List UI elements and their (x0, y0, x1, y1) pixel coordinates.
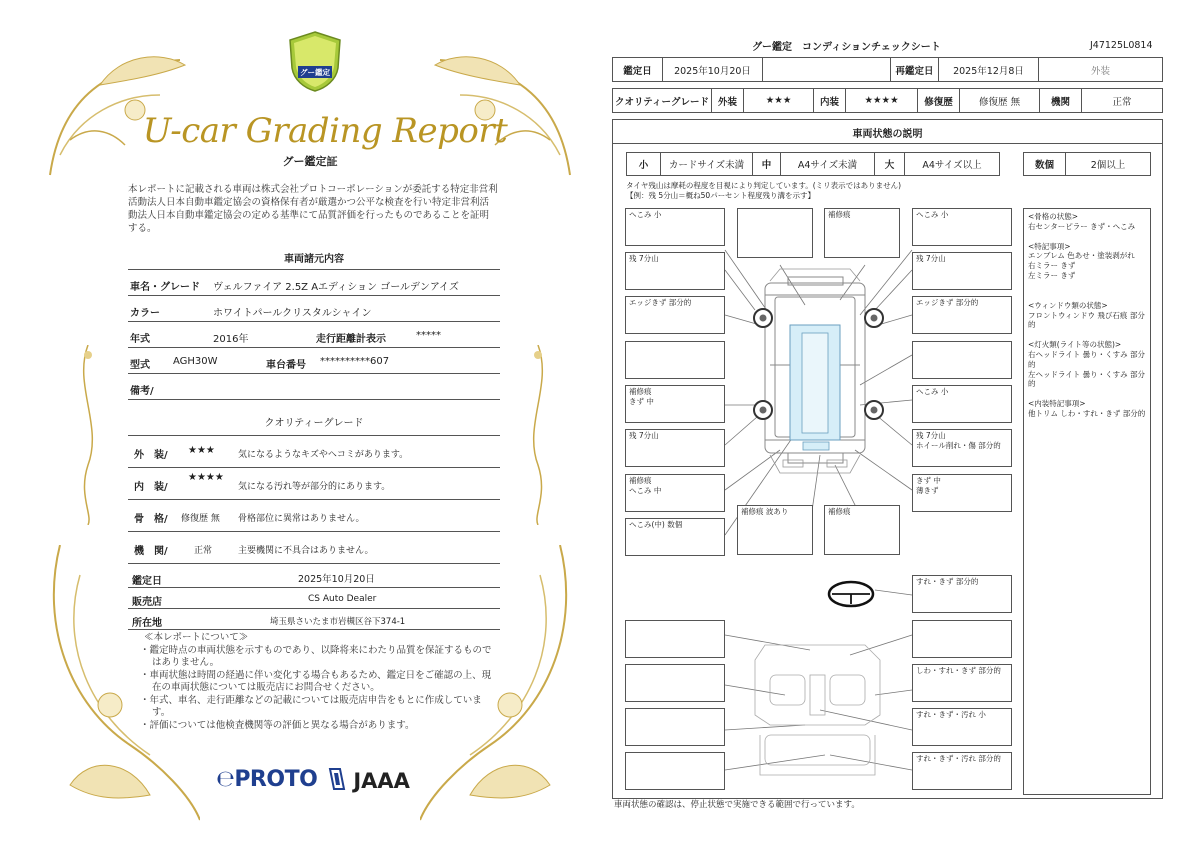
callout-box (625, 708, 725, 746)
quality-row-interior (128, 468, 500, 500)
appraisal-date-value: 2025年10月20日 (298, 574, 375, 585)
quality-title: クオリティーグレード (264, 418, 364, 429)
callout-box (737, 208, 813, 258)
count-legend-table (1023, 152, 1151, 176)
sheet-date-value: 2025年10月20日 (663, 58, 763, 82)
cert-statement: 本レポートに記載される車両は株式会社プロトコーポレーションが委託する特定非営利活動法人日本自動車鑑定協会の資格保有者が厳選かつ公平な検査を行い特定非営利活動法人日本自動車鑑定協会の定める基準にて品質評価を行ったものであることを証明する。 (128, 184, 498, 234)
ornament-left-side (68, 345, 108, 525)
size-mid-desc: A4サイズ未満 (781, 153, 875, 176)
callout-box (625, 341, 725, 379)
appraisal-dealer-value: CS Auto Dealer (308, 594, 377, 604)
callout-box: エッジきず 部分的 (912, 296, 1012, 334)
callout-line: 薄きず (916, 486, 939, 495)
sheet-ext-label: 外装 (712, 89, 744, 113)
sheet-redate-label: 再鑑定日 (891, 58, 939, 82)
sheet-empty-cell (763, 58, 891, 82)
ornament-right-side (518, 345, 558, 525)
side-note-line: 他トリム しわ・すれ・きず 部分的 (1028, 408, 1146, 418)
report-notes (140, 632, 500, 732)
notes-heading: ≪本レポートについて≫ (144, 632, 249, 643)
spec-model-value: AGH30W (173, 356, 218, 367)
goo-kantei-logo (288, 30, 342, 92)
callout-box: へこみ 小 (625, 208, 725, 246)
proto-logo (216, 767, 317, 795)
sheet-quality-label: クオリティーグレード (613, 89, 712, 113)
sheet-type-value: 外装 (1039, 58, 1163, 82)
quality-frame-text: 骨格部位に異常はありません。 (238, 514, 365, 524)
appraisal-dealer-label: 販売店 (132, 597, 162, 608)
side-note-line: <灯火類(ライト等の状態)> (1028, 340, 1122, 350)
tire-note-line2: 【例：残 5分山＝概ね50パーセント程度残り溝を示す】 (626, 190, 816, 200)
quality-interior-label: 内 装/ (134, 482, 168, 493)
size-count-desc: 2個以上 (1066, 153, 1151, 176)
sheet-repair-label: 修復歴 (918, 89, 960, 113)
quality-interior-stars: ★★★★ (188, 472, 224, 483)
sheet-repair-value: 修復歴 無 (960, 89, 1040, 113)
quality-row-exterior (128, 436, 500, 468)
appraisal-address-label: 所在地 (132, 618, 162, 629)
spec-chassis-value: **********607 (320, 356, 390, 367)
callout-box: 残 7分山 (625, 429, 725, 467)
callout-line: 補修痕 (629, 476, 652, 485)
goo-logo-text: グー鑑定 (300, 68, 330, 77)
callout-line: きず 中 (916, 476, 941, 485)
side-note-gap (1028, 389, 1146, 399)
side-note-gap (1028, 291, 1146, 301)
size-small-desc: カードサイズ未満 (661, 153, 753, 176)
callout-line: ホイール削れ・傷 部分的 (916, 441, 1001, 450)
note-item: ・評価については他検査機関等の評価と異なる場合があります。 (140, 719, 415, 731)
callout-box (912, 620, 1012, 658)
callout-box: しわ・すれ・きず 部分的 (912, 664, 1012, 702)
appraisal-row-address (128, 609, 500, 630)
quality-engine-value: 正常 (194, 546, 213, 556)
side-note-line: エンブレム 色あせ・塗装剥がれ (1028, 251, 1135, 261)
spec-row-name (128, 270, 500, 296)
grading-certificate (40, 25, 580, 825)
jaaa-mark-icon (328, 767, 346, 791)
spec-mileage-value: ***** (416, 330, 441, 341)
size-mid: 中 (753, 153, 781, 176)
quality-engine-label: 機 関/ (134, 546, 168, 557)
size-large: 大 (875, 153, 905, 176)
callout-line: へこみ 中 (629, 486, 662, 495)
quality-exterior-label: 外 装/ (134, 450, 168, 461)
callout-box (625, 474, 725, 512)
callout-box (625, 620, 725, 658)
tire-note (626, 181, 901, 200)
side-note-line: <特記事項> (1028, 241, 1071, 251)
side-note-gap (1028, 281, 1146, 291)
quality-exterior-stars: ★★★ (188, 445, 215, 456)
callout-line: 補修痕 (629, 387, 652, 396)
side-note-line: <内装特記事項> (1028, 399, 1086, 409)
sheet-footer-note: 車両状態の確認は、停止状態で実施できる範囲で行っています。 (614, 800, 860, 810)
spec-remarks-label: 備考/ (130, 386, 154, 397)
specs-title: 車両諸元内容 (284, 254, 344, 265)
spec-chassis-label: 車台番号 (266, 360, 306, 371)
side-note-line: 左ヘッドライト 曇り・くすみ 部分的 (1028, 369, 1146, 389)
callout-box: 補修痕 波あり (737, 505, 813, 555)
steering-wheel-icon (829, 582, 873, 606)
quality-engine-text: 主要機関に不具合はありません。 (238, 546, 374, 556)
size-legend-table (626, 152, 1000, 176)
callout-box: すれ・きず 部分的 (912, 575, 1012, 613)
callout-box: 補修痕 (824, 208, 900, 258)
callout-box: へこみ 小 (912, 385, 1012, 423)
size-large-desc: A4サイズ以上 (905, 153, 1000, 176)
sheet-quality-table (612, 88, 1163, 113)
callout-box: へこみ 小 (912, 208, 1012, 246)
appraisal-row-dealer (128, 588, 500, 609)
side-note-line: 右ミラー きず (1028, 261, 1076, 271)
callout-box (625, 664, 725, 702)
spec-color-value: ホワイトパールクリスタルシャイン (213, 308, 372, 319)
callout-box: すれ・きず・汚れ 小 (912, 708, 1012, 746)
tire-note-line1: タイヤ残山は摩耗の程度を目視により判定しています。(ミリ表示ではありません) (626, 181, 902, 190)
side-note-line: フロントウィンドウ 飛び石痕 部分的 (1028, 310, 1145, 330)
callout-box: 残 7分山 (625, 252, 725, 290)
callout-box: 補修痕 (824, 505, 900, 555)
quality-exterior-text: 気になるようなキズやヘコミがあります。 (238, 450, 409, 460)
quality-row-frame (128, 500, 500, 532)
sheet-redate-value: 2025年12月8日 (939, 58, 1039, 82)
callout-box: へこみ(中) 数個 (625, 518, 725, 556)
sheet-date-label: 鑑定日 (613, 58, 663, 82)
sheet-ext-stars: ★★★ (744, 89, 814, 113)
callout-box: すれ・きず・汚れ 部分的 (912, 752, 1012, 790)
side-note-gap (1028, 330, 1146, 340)
condition-side-notes (1023, 208, 1151, 795)
spec-mileage-label: 走行距離計表示 (316, 334, 386, 345)
callout-box (912, 429, 1012, 467)
size-count: 数個 (1024, 153, 1066, 176)
spec-year-label: 年式 (130, 334, 150, 345)
callout-line: きず 中 (629, 397, 654, 406)
note-item: ・車両状態は時間の経過に伴い変化する場合もあるため、鑑定日をご確認の上、現在の車両状態については販売店にお問合せください。 (140, 669, 492, 693)
condition-description-title: 車両状態の説明 (612, 119, 1163, 144)
callout-box (625, 385, 725, 423)
quality-row-engine (128, 532, 500, 564)
spec-name-value: ヴェルファイア 2.5Z Aエディション ゴールデンアイズ (213, 282, 459, 293)
jaaa-logo (328, 767, 410, 795)
sheet-date-table (612, 57, 1163, 82)
cert-title: グー鑑定証 (282, 155, 338, 168)
proto-mark-icon: ℮ (216, 767, 235, 792)
side-note-line: <骨格の状態> (1028, 212, 1079, 221)
callout-box (625, 752, 725, 790)
spec-year-value: 2016年 (213, 334, 249, 345)
callout-box (912, 341, 1012, 379)
side-note-line: 右ヘッドライト 曇り・くすみ 部分的 (1028, 349, 1146, 369)
side-note-line: 左ミラー きず (1028, 270, 1076, 280)
appraisal-address-value: 埼玉県さいたま市岩槻区谷下374-1 (270, 617, 406, 627)
side-note-line: 右センターピラー きず・へこみ (1028, 221, 1136, 231)
appraisal-row-date (128, 566, 500, 588)
sheet-engine-value: 正常 (1082, 89, 1163, 113)
size-small: 小 (627, 153, 661, 176)
note-item: ・年式、車名、走行距離などの記載については販売店申告をもとに作成しています。 (140, 694, 482, 718)
spec-row-year (128, 322, 500, 348)
spec-model-label: 型式 (130, 360, 150, 371)
spec-row-model (128, 348, 500, 374)
sheet-int-label: 内装 (814, 89, 846, 113)
callout-box (912, 474, 1012, 512)
cert-heading-text: U-car Grading Report (142, 111, 508, 151)
callout-box: 残 7分山 (912, 252, 1012, 290)
spec-name-label: 車名・グレード (130, 282, 200, 293)
note-item: ・鑑定時点の車両状態を示すものであり、以降将来にわたり品質を保証するものではありません。 (140, 644, 492, 668)
spec-color-label: カラー (130, 308, 160, 319)
appraisal-date-label: 鑑定日 (132, 576, 162, 587)
sheet-id: J47125L0814 (1090, 40, 1153, 51)
quality-interior-text: 気になる汚れ等が部分的にあります。 (238, 482, 391, 492)
jaaa-logo-text: JAAA (353, 769, 410, 793)
quality-frame-value: 修復歴 無 (181, 514, 220, 524)
side-note-gap (1028, 232, 1146, 242)
proto-logo-text: PROTO (234, 767, 318, 792)
spec-row-color (128, 296, 500, 322)
sheet-title: グー鑑定 コンディションチェックシート (752, 42, 941, 53)
callout-box: エッジきず 部分的 (625, 296, 725, 334)
quality-frame-label: 骨 格/ (134, 514, 168, 525)
callout-line: 残 7分山 (916, 431, 946, 440)
spec-row-remarks (128, 374, 500, 400)
sheet-int-stars: ★★★★ (846, 89, 918, 113)
side-note-line: <ウィンドウ類の状態> (1028, 300, 1108, 310)
sheet-engine-label: 機関 (1040, 89, 1082, 113)
